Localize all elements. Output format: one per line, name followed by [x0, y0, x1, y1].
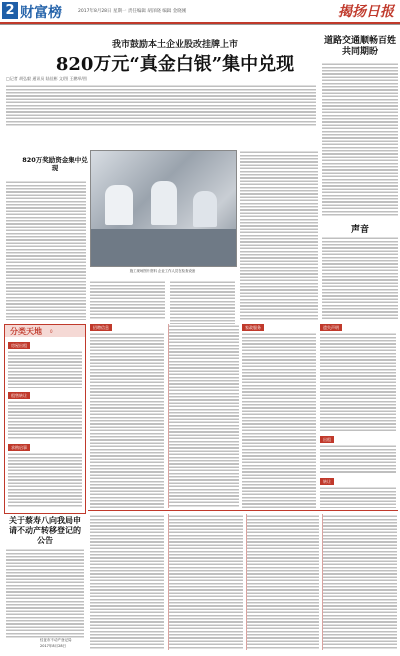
ad-category: 家政服务 — [242, 324, 264, 331]
ad-text — [320, 332, 396, 432]
ad-text — [8, 350, 82, 388]
ad-text — [8, 400, 82, 440]
notice-title: 关于蔡寿八向我局申请不动产转移登记的公告 — [9, 516, 81, 545]
right-story-headline: 道路交通顺畅百姓共同期盼 — [323, 36, 396, 57]
ad-category: 转让 — [320, 478, 334, 485]
story-kicker: 我市鼓励本土企业股改挂牌上市 — [111, 40, 238, 50]
top-rule — [0, 24, 400, 25]
newspaper-logo: 揭扬日报 — [338, 4, 394, 20]
ad-text — [320, 486, 396, 508]
voice-column-title: 声音 — [350, 225, 369, 235]
notice-date: 2017年8月28日 — [40, 644, 67, 648]
ad-text — [242, 332, 316, 508]
right-story-text — [322, 62, 398, 217]
ad-text — [90, 332, 164, 508]
section-title: 财富榜 — [20, 5, 62, 21]
story-column-a — [6, 180, 86, 320]
voice-column-text — [322, 236, 398, 321]
ad-category: 租售转让 — [8, 392, 30, 399]
story-headline: 820万元“真金白银”集中兑现 — [55, 54, 295, 75]
story-column-d — [170, 280, 235, 328]
listing-column — [90, 514, 164, 650]
photo-caption: 施工现场图片资料 企业工作人员在检查设备 — [129, 269, 196, 273]
ad-category: 房屋出租 — [8, 342, 30, 349]
story-photo — [90, 150, 237, 267]
ad-category: 招聘信息 — [90, 324, 112, 331]
story-column-b — [240, 150, 318, 320]
ad-category: 出租 — [320, 436, 334, 443]
dateline: 2017年8月28日 星期一 责任编辑 胡泽晓 编辑 金晓刚 — [78, 9, 187, 14]
story-byline: □记者 胡弘毅 通讯员 陆佳彬 文/图 王鹏举/图 — [6, 76, 87, 81]
classified-ads-phone: 0 — [50, 329, 53, 334]
notice-issuer: 仪征市不动产登记局 — [40, 638, 72, 642]
ad-text — [168, 324, 239, 508]
story-lead-text — [6, 84, 316, 126]
ad-category: 遗失声明 — [320, 324, 342, 331]
listing-column — [322, 514, 397, 650]
ad-text — [8, 452, 82, 508]
page-number: 2 — [2, 2, 18, 19]
story-side-head: 820万奖励资金集中兑现 — [22, 156, 88, 172]
ad-category: 求购启事 — [8, 444, 30, 451]
notice-text — [6, 548, 84, 638]
classified-ads-title: 分类天地 — [10, 327, 42, 336]
story-column-c — [90, 280, 165, 320]
listing-column — [246, 514, 319, 650]
listing-column — [168, 514, 243, 650]
ad-text — [320, 444, 396, 474]
